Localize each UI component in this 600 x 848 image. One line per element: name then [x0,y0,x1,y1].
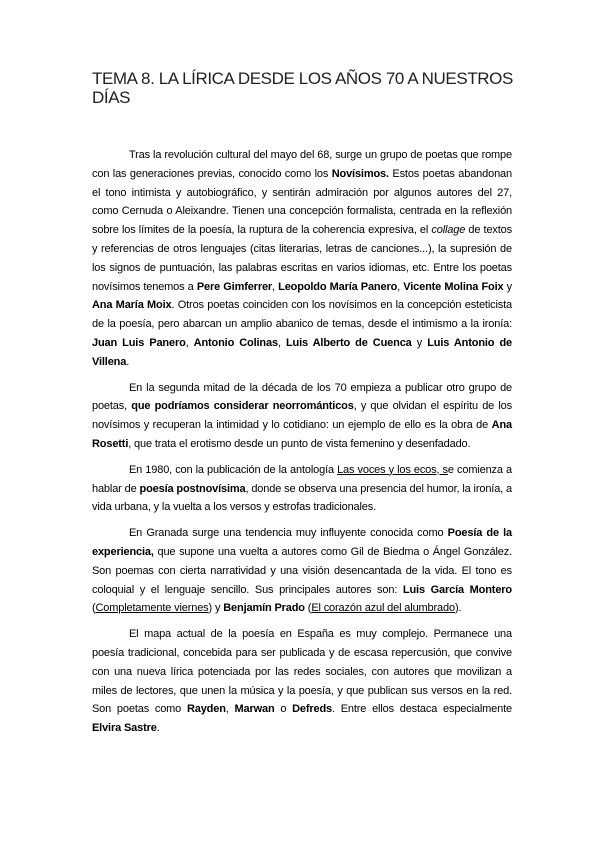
paragraph-novisimos [92,146,512,372]
bold-author: Antonio Colinas [193,336,278,349]
text-run: de textos y referencias de otros lenguajes (citas literarias, letras de canciones...), la supresión de los signos de puntuación, las palabras escritas en varios idiomas, etc. Entre los poetas novísimos tenemos a [92,224,512,293]
bold-author: Benjamín Prado [223,602,305,615]
paragraph-neorromanticos [92,379,512,454]
bold-term: Poesía de la experiencia, [92,527,512,558]
bold-author: Luis García Montero [402,583,512,596]
bold-term: que podríamos considerar neorrománticos [131,400,354,413]
text-run: ). [454,602,462,615]
text-run: y [411,336,428,349]
text-run: Estos poetas abandonan el tono intimista y autobiográfico, y sentirán admiración por algunos autores del 27, como Cernuda o Aleixandre. Tienen una concepción formalista, centrada en la reflexión sobre los límites de la poesía, la ruptura de la coherencia expresiva, el [92,167,512,237]
bold-author: Juan Luis Panero [92,336,186,349]
text-run: En Granada surge una tendencia muy influyente conocida como [129,527,448,540]
text-run: . Otros poetas coinciden con los novísimos en la concepción esteticista de la poesía, pero abarcan un amplio abanico de temas, desde el intimismo a la ironía: [92,299,512,331]
text-run: ( [92,602,96,615]
text-run: y [503,280,512,293]
text-run: que supone una vuelta a autores como Gil de Biedma o Ángel González. Son poemas con cierta narratividad y una visión desencantada de la vida. El tono es coloquial y el lenguaje sencillo. Sus principales autores son: [92,545,512,596]
text-run: En la segunda mitad de la década de los 70 empieza a publicar otro grupo de poetas, [92,381,512,413]
text-run: , [272,280,279,293]
bold-author: Pere Gimferrer [196,280,273,293]
text-run: o [274,703,293,716]
text-run: , y que olvidan el espíritu de los novísimos y recuperan la intimidad y lo cotidiano: un ejemplo de ello es la obra de [92,400,512,432]
bold-term: Novísimos. [331,167,389,180]
italic-term: collage [431,224,466,237]
bold-author: Defreds [292,703,333,716]
text-run: Tras la revolución cultural del mayo del 68, surge un grupo de poetas que rompe con las generaciones previas, conocido como los [92,149,512,180]
page-title: TEMA 8. LA LÍRICA DESDE LOS AÑOS 70 A NUESTROS DÍAS [92,69,513,107]
text-run: , [277,336,286,349]
text-run: e comienza a hablar de [92,463,512,495]
text-run: ( [304,602,312,615]
bold-author: Luis Antonio de Villena [92,336,513,368]
underlined-title: Completamente viernes [95,602,209,615]
bold-author: Elvira Sastre [92,722,157,735]
text-run: . [156,722,160,735]
text-run: , donde se observa una presencia del humor, la ironía, a vida urbana, y la vuelta a los versos y estrofas tradicionales. [92,482,512,514]
bold-author: Marwan [234,703,275,716]
text-run: . [126,355,130,368]
bold-author: Ana María Moix [92,299,172,312]
paragraph-actualidad [92,625,512,738]
document-body [92,146,512,745]
paragraph-experiencia [92,524,512,618]
bold-author: Leopoldo María Panero [278,280,398,293]
text-run: , [225,703,235,716]
text-run: , [185,336,194,349]
bold-author: Rayden [186,703,226,716]
underlined-title: Las voces y los ecos, s [337,463,448,476]
bold-author: Vicente Molina Foix [403,280,504,293]
bold-author: Ana Rosetti [92,419,512,450]
text-run: El mapa actual de la poesía en España es muy complejo. Permanece una poesía tradicional, concebida para ser publicada y de escasa repercusión, que convive con una nueva lírica potenciada por las redes sociales, con autores que movilizan a miles de lectores, que unen la música y la poesía, y que publican sus versos en la red. Son poetas como [92,628,512,716]
paragraph-postnovisima [92,461,512,517]
underlined-title: El corazón azul del alumbrado [311,602,455,615]
text-run: , que trata el erotismo desde un punto de vista femenino y desenfadado. [128,437,471,450]
text-run: . Entre ellos destaca especialmente [332,703,512,716]
text-run: , [397,280,404,293]
text-run: En 1980, con la publicación de la antología [129,463,338,476]
bold-term: poesía postnovísima [139,482,246,495]
bold-author: Luis Alberto de Cuenca [285,336,412,349]
text-run: ) y [208,602,224,615]
